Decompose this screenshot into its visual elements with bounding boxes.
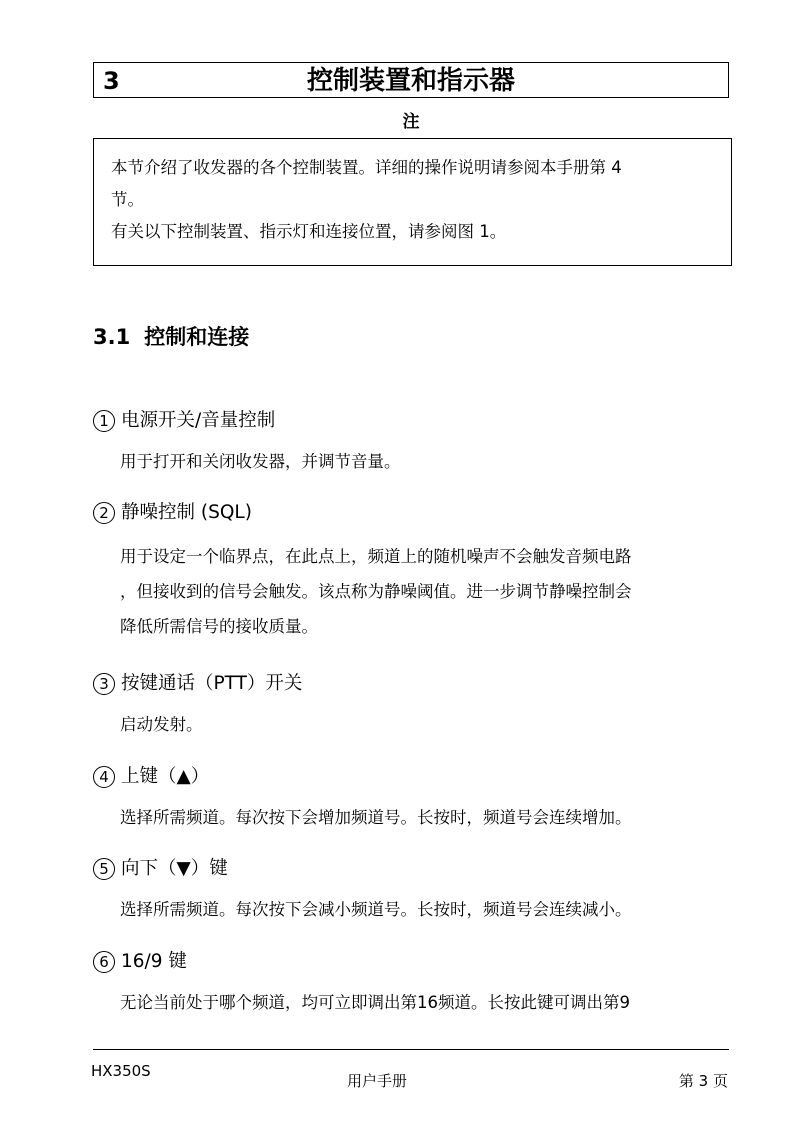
item-description: 用于打开和关闭收发器，并调节音量。 <box>120 452 401 471</box>
footer-manual-title: 用户手册 <box>347 1072 408 1090</box>
item-number-badge: 6 <box>93 951 115 973</box>
item-description: 选择所需频道。每次按下会增加频道号。长按时，频道号会连续增加。 <box>120 808 632 827</box>
note-line: 节。 <box>111 190 144 209</box>
item-number-badge: 1 <box>93 410 115 432</box>
footer-model: HX350S <box>91 1062 151 1080</box>
control-item-down-key <box>93 856 733 927</box>
section-number: 3.1 <box>93 325 131 349</box>
chapter-header <box>93 62 729 98</box>
control-item-power <box>93 408 733 479</box>
note-label: 注 <box>402 112 420 132</box>
item-description: ，但接收到的信号会触发。该点称为静噪阈值。进一步调节静噪控制会 <box>120 582 632 601</box>
item-description: 启动发射。 <box>120 715 203 734</box>
item-number-badge: 5 <box>93 858 115 880</box>
item-number-badge: 3 <box>93 673 115 695</box>
item-title: 16/9 键 <box>121 951 187 972</box>
note-line: 有关以下控制装置、指示灯和连接位置，请参阅图 1。 <box>111 222 507 241</box>
item-title: 电源开关/音量控制 <box>121 410 276 431</box>
control-item-16-9-key <box>93 949 733 1020</box>
item-description: 无论当前处于哪个频道，均可立即调出第16频道。长按此键可调出第9 <box>120 993 630 1012</box>
chapter-title: 控制装置和指示器 <box>306 66 515 96</box>
footer-page-number: 第 3 页 <box>678 1072 728 1090</box>
note-line: 本节介绍了收发器的各个控制装置。详细的操作说明请参阅本手册第 4 <box>111 158 622 177</box>
item-description: 降低所需信号的接收质量。 <box>120 617 318 636</box>
footer-divider <box>93 1049 729 1050</box>
item-title: 静噪控制 (SQL) <box>121 502 252 523</box>
item-title: 上键（▲） <box>121 766 210 787</box>
control-item-squelch <box>93 500 733 644</box>
item-number-badge: 2 <box>93 502 115 524</box>
section-heading <box>93 322 249 352</box>
item-description: 选择所需频道。每次按下会减小频道号。长按时，频道号会连续减小。 <box>120 900 632 919</box>
item-title: 按键通话（PTT）开关 <box>121 673 303 694</box>
item-title: 向下（▼）键 <box>121 858 228 879</box>
note-box <box>93 138 732 266</box>
chapter-number: 3 <box>103 67 120 95</box>
section-title: 控制和连接 <box>144 325 250 349</box>
item-number-badge: 4 <box>93 766 115 788</box>
item-description: 用于设定一个临界点，在此点上，频道上的随机噪声不会触发音频电路 <box>120 547 632 566</box>
control-item-ptt <box>93 671 733 742</box>
control-item-up-key <box>93 764 733 835</box>
